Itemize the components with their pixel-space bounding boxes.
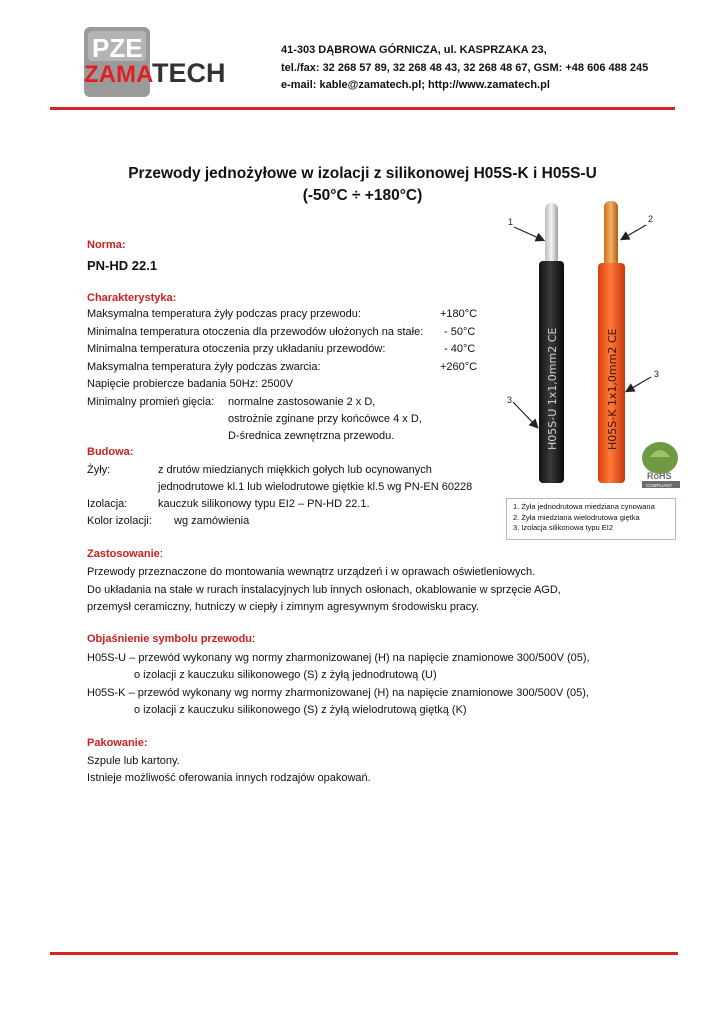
address-line: 41-303 DĄBROWA GÓRNICZA, ul. KASPRZAKA 23, xyxy=(281,44,547,56)
char-row-1-label: Maksymalna temperatura żyły podczas pracy przewodu: xyxy=(87,308,361,320)
logo-tech-text: TECH xyxy=(152,58,226,88)
char-row-2-label: Minimalna temperatura otoczenia dla przewodów ułożonych na stałe: xyxy=(87,326,424,338)
zastosowanie-line-2: Do układania na stałe w rurach instalacyjnych lub innych osłonach, okablowanie w sprzęcie AGD, xyxy=(87,584,561,596)
char-row-4-value: +260°C xyxy=(440,361,478,373)
zastosowanie-heading-text: Zastosowanie xyxy=(87,548,160,560)
zastosowanie-line-3: przemysł ceramiczny, hutniczy w ciepły i zimnym agresywnym środowisku pracy. xyxy=(87,601,480,613)
radius-line-1: normalne zastosowanie 2 x D, xyxy=(228,396,376,408)
title-line-1: Przewody jednożyłowe w izolacji z silikonowej H05S-K i H05S-U xyxy=(128,165,597,182)
callout-3-left-arrow xyxy=(513,402,537,427)
zyly-label: Żyły: xyxy=(87,464,111,476)
callout-1-arrow xyxy=(514,227,543,240)
title-line-2: (-50°C ÷ +180°C) xyxy=(302,187,423,204)
objasnienie-heading xyxy=(87,633,255,645)
objasnienie-line-2: o izolacji z kauczuku silikonowego (S) z żyłą jednodrutową (U) xyxy=(134,669,437,681)
objasnienie-line-3: H05S-K – przewód wykonany wg normy zharmonizowanej (H) na napięcie znamionowe 300/500V (05), xyxy=(87,687,589,699)
budowa-heading: Budowa: xyxy=(87,446,134,458)
header-rule xyxy=(50,107,675,110)
char-row-2-value: - 50°C xyxy=(444,326,476,338)
objasnienie-colon: : xyxy=(252,633,256,645)
rohs-compliant-text: COMPLIANT xyxy=(646,483,673,488)
phone-line: tel./fax: 32 268 57 89, 32 268 48 43, 32 268 48 67, GSM: +48 606 488 245 xyxy=(281,61,649,74)
logo-pze-text: PZE xyxy=(92,33,143,63)
char-row-1-value: +180°C xyxy=(440,308,478,320)
objasnienie-line-4: o izolacji z kauczuku silikonowego (S) z żyłą wielodrutową giętką (K) xyxy=(134,704,467,716)
rohs-badge xyxy=(642,442,680,488)
radius-label: Minimalny promień gięcia: xyxy=(87,396,215,408)
legend-item-1: 1. Żyła jednodrutowa miedziana cynowana xyxy=(513,502,655,511)
legend-item-3: 3. Izolacja silikonowa typu EI2 xyxy=(513,523,614,532)
izolacja-value: kauczuk silikonowy typu EI2 – PN-HD 22.1. xyxy=(158,498,370,510)
rohs-text: RoHS xyxy=(647,471,672,481)
logo-zama-text: ZAMA xyxy=(84,61,154,88)
objasnienie-line-1: H05S-U – przewód wykonany wg normy zharmonizowanej (H) na napięcie znamionowe 300/500V (05), xyxy=(87,652,590,664)
legend-item-2: 2. Żyła miedziana wielodrutowa giętka xyxy=(513,512,640,522)
stranded-conductor xyxy=(604,201,618,267)
char-row-4-label: Maksymalna temperatura żyły podczas zwarcia: xyxy=(87,361,321,373)
callout-3-right-arrow xyxy=(627,377,651,391)
zastosowanie-colon: : xyxy=(159,548,163,560)
charakterystyka-heading: Charakterystyka: xyxy=(87,292,177,304)
footer-rule xyxy=(50,952,678,955)
char-row-3-label: Minimalna temperatura otoczenia przy układaniu przewodów: xyxy=(87,343,386,355)
norma-heading: Norma: xyxy=(87,239,126,251)
pakowanie-heading: Pakowanie: xyxy=(87,737,148,749)
voltage-line: Napięcie probiercze badania 50Hz: 2500V xyxy=(87,378,294,390)
callout-1: 1 xyxy=(508,217,514,227)
zastosowanie-line-1: Przewody przeznaczone do montowania wewnątrz urządzeń i w oprawach oświetleniowych. xyxy=(87,566,536,578)
radius-line-2: ostrożnie zginane przy końcówce 4 x D, xyxy=(228,413,422,425)
callout-2: 2 xyxy=(648,214,654,224)
pakowanie-line-2: Istnieje możliwość oferowania innych rodzajów opakowań. xyxy=(87,772,371,784)
cable-figure xyxy=(500,195,685,495)
zyly-line-1: z drutów miedzianych miękkich gołych lub ocynowanych xyxy=(158,464,432,476)
contact-line: e-mail: kable@zamatech.pl; http://www.zamatech.pl xyxy=(281,79,550,91)
char-row-3-value: - 40°C xyxy=(444,343,476,355)
red-cable-print: H05S-K 1x1,0mm2 CE xyxy=(606,328,619,450)
figure-legend xyxy=(506,498,676,540)
callout-2-arrow xyxy=(622,225,646,239)
callout-3-right: 3 xyxy=(654,369,660,379)
izolacja-label: Izolacja: xyxy=(87,498,128,510)
zyly-line-2: jednodrutowe kl.1 lub wielodrutowe giętkie kl.5 wg PN-EN 60228 xyxy=(158,481,473,493)
company-logo xyxy=(80,25,250,100)
kolor-label: Kolor izolacji: xyxy=(87,515,152,527)
objasnienie-heading-text: Objaśnienie symbolu przewodu xyxy=(87,633,253,645)
norma-value: PN-HD 22.1 xyxy=(87,258,158,273)
solid-conductor xyxy=(545,203,558,265)
black-cable-print: H05S-U 1x1,0mm2 CE xyxy=(546,327,559,450)
pakowanie-line-1: Szpule lub kartony. xyxy=(87,755,180,767)
zastosowanie-heading xyxy=(87,548,163,560)
company-address xyxy=(281,42,648,95)
kolor-value: wg zamówienia xyxy=(174,515,250,527)
radius-line-3: D-średnica zewnętrzna przewodu. xyxy=(228,430,395,442)
callout-3-left: 3 xyxy=(507,395,513,405)
